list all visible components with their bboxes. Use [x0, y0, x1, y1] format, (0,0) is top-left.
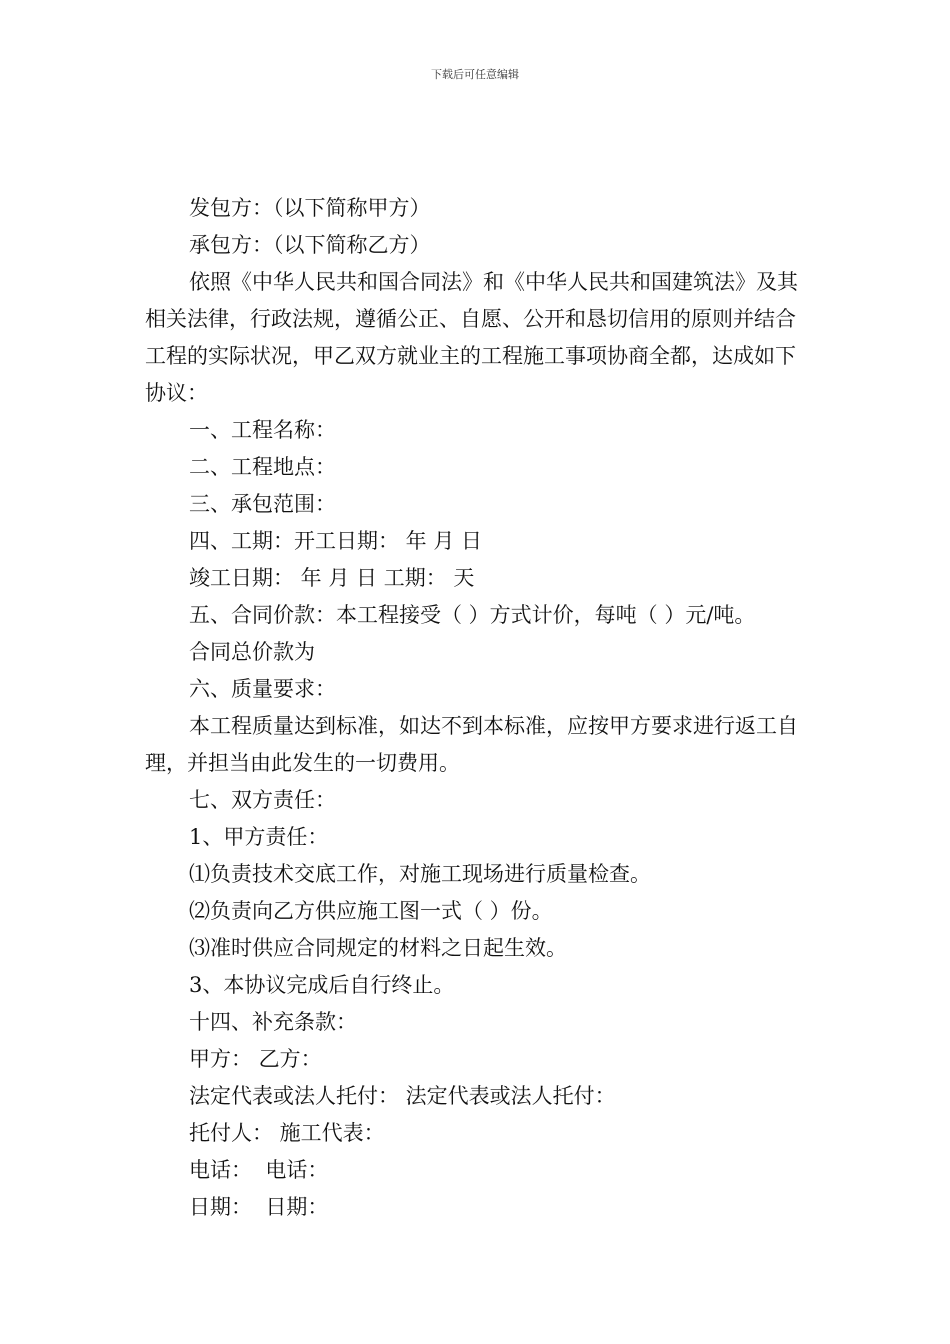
responsibility-item-2: ⑵负责向乙方供应施工图一式（ ）份。 [189, 899, 553, 923]
contract-body [145, 190, 810, 1226]
page-header-note: 下载后可任意编辑 [431, 68, 519, 81]
clause-quality-heading: 六、质量要求： [189, 677, 336, 701]
clause-total-price: 合同总价款为 [189, 640, 315, 664]
responsibility-item-1: ⑴负责技术交底工作，对施工现场进行质量检查。 [189, 862, 651, 886]
signature-agents: 托付人： 施工代表： [189, 1121, 385, 1145]
signature-parties: 甲方： 乙方： [189, 1047, 322, 1071]
clause-project-name: 一、工程名称： [189, 418, 336, 442]
clause-responsibilities-heading: 七、双方责任： [189, 788, 336, 812]
clause-contract-scope: 三、承包范围： [189, 492, 336, 516]
clause-schedule-start: 四、工期：开工日期： 年 月 日 [189, 529, 483, 553]
signature-legal-representatives: 法定代表或法人托付： 法定代表或法人托付： [189, 1084, 616, 1108]
clause-contract-price: 五、合同价款：本工程接受（ ）方式计价，每吨（ ）元/吨。 [189, 603, 756, 627]
signature-dates: 日期： 日期： [189, 1195, 329, 1219]
clause-project-location: 二、工程地点： [189, 455, 336, 479]
clause-quality-paragraph: 本工程质量达到标准，如达不到本标准，应按甲方要求进行返工自理，并担当由此发生的一切费用。 [145, 714, 798, 775]
party-a-line: 发包方：（以下简称甲方） [189, 196, 431, 220]
clause-party-a-responsibilities: 1、甲方责任： [189, 825, 329, 849]
responsibility-item-3: ⑶准时供应合同规定的材料之日起生效。 [189, 936, 567, 960]
preamble-paragraph: 依照《中华人民共和国合同法》和《中华人民共和国建筑法》及其相关法律，行政法规，遵循公正、自愿、公开和恳切信用的原则并结合工程的实际状况，甲乙双方就业主的工程施工事项协商全都，达成如下协议： [145, 270, 798, 405]
signature-phones: 电话： 电话： [189, 1158, 329, 1182]
clause-supplementary: 十四、补充条款： [189, 1010, 357, 1034]
clause-schedule-end: 竣工日期： 年 月 日 工期： 天 [189, 566, 475, 590]
clause-termination: 3、本协议完成后自行终止。 [189, 973, 455, 997]
party-b-line: 承包方：（以下简称乙方） [189, 233, 431, 257]
